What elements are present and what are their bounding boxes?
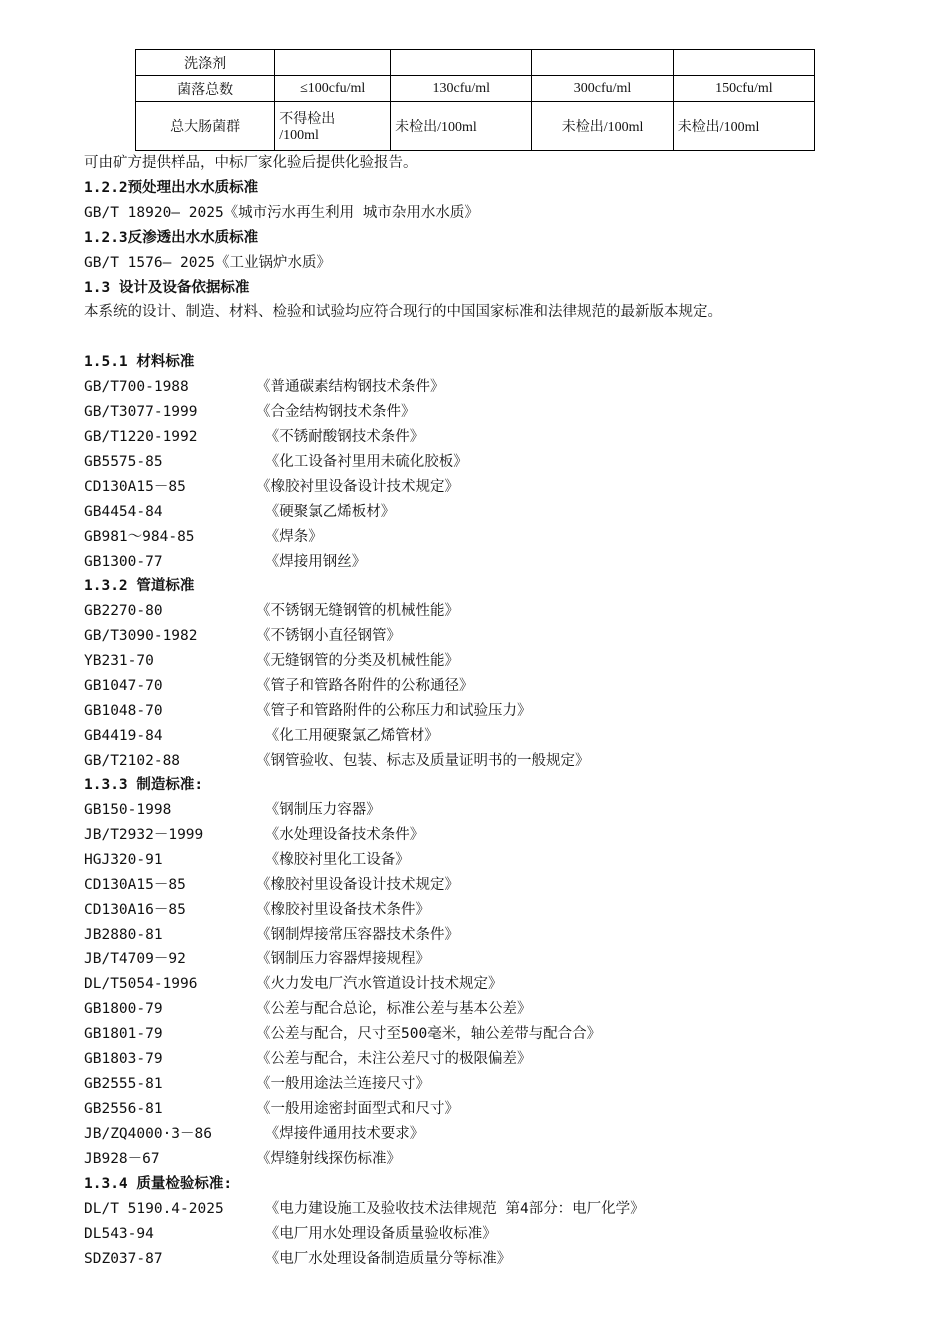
standard-code: GB1047-70 bbox=[84, 678, 163, 694]
cell-line: 不得检出 bbox=[279, 112, 336, 127]
standard-code: DL/T 5190.4-2025 bbox=[84, 1201, 224, 1217]
standard-item bbox=[84, 551, 366, 573]
standard-code: GB/T3077-1999 bbox=[84, 404, 198, 420]
standard-item bbox=[84, 1098, 459, 1120]
standard-item bbox=[84, 675, 474, 697]
standard-code: GB2556-81 bbox=[84, 1100, 163, 1117]
section-heading: 1.2.3反渗透出水水质标准 bbox=[84, 230, 259, 246]
standard-code: GB5575-85 bbox=[84, 454, 163, 470]
standard-item bbox=[84, 973, 503, 995]
standard-title: 《公差与配合总论，标准公差与基本公差》 bbox=[256, 1001, 532, 1018]
standard-code: GB2555-81 bbox=[84, 1075, 163, 1092]
standard-title: 《公差与配合，未注公差尺寸的极限偏差》 bbox=[256, 1051, 532, 1067]
standard-code: GB1800-79 bbox=[84, 1001, 163, 1018]
standard-item bbox=[84, 1048, 532, 1070]
standard-item bbox=[84, 625, 401, 647]
standard-title: 《火力发电厂汽水管道设计技术规定》 bbox=[256, 976, 503, 993]
standard-code: JB2880-81 bbox=[84, 926, 163, 943]
standard-code: GB4419-84 bbox=[84, 728, 163, 744]
section-heading: 1.3.3 制造标准: bbox=[84, 777, 204, 793]
standard-code: JB/T4709－92 bbox=[84, 951, 186, 968]
standard-title: 《化工设备衬里用未硫化胶板》 bbox=[256, 454, 468, 470]
standard-item bbox=[84, 1023, 601, 1045]
standard-code: DL/T5054-1996 bbox=[84, 976, 198, 993]
standard-item bbox=[84, 924, 459, 946]
table-cell: 未检出/100ml bbox=[673, 102, 814, 151]
standard-code: GB/T700-1988 bbox=[84, 379, 189, 395]
cell-line: /100ml bbox=[279, 128, 319, 143]
standard-title: 《橡胶衬里设备设计技术规定》 bbox=[256, 479, 459, 495]
standard-text: GB/T 1576— 2025《工业锅炉水质》 bbox=[84, 255, 331, 271]
standard-item bbox=[84, 899, 430, 921]
section-heading: 1.3.4 质量检验标准: bbox=[84, 1176, 233, 1192]
standard-item bbox=[84, 700, 532, 722]
standard-code: GB/T3090-1982 bbox=[84, 628, 198, 644]
standard-title: 《化工用硬聚氯乙烯管材》 bbox=[256, 728, 439, 744]
standard-item bbox=[84, 600, 459, 622]
standard-code: GB/T2102-88 bbox=[84, 753, 181, 769]
standard-code: SDZ037-87 bbox=[84, 1251, 163, 1267]
table-cell: 未检出/100ml bbox=[532, 102, 673, 151]
standard-code: GB1300-77 bbox=[84, 554, 163, 570]
standard-code: GB4454-84 bbox=[84, 504, 163, 520]
standard-item bbox=[84, 451, 468, 473]
standard-code: GB1803-79 bbox=[84, 1051, 163, 1067]
table-cell: 130cfu/ml bbox=[391, 76, 532, 102]
standard-item bbox=[84, 874, 459, 896]
standard-code: GB/T1220-1992 bbox=[84, 429, 198, 445]
standard-item bbox=[84, 376, 445, 398]
standard-code: JB/T2932－1999 bbox=[84, 826, 204, 843]
standard-title: 《焊缝射线探伤标准》 bbox=[256, 1150, 401, 1167]
standard-item bbox=[84, 1248, 511, 1270]
standard-title: 《钢制焊接常压容器技术条件》 bbox=[256, 926, 459, 943]
standard-text: GB/T 18920— 2025《城市污水再生利用 城市杂用水水质》 bbox=[84, 205, 479, 221]
standard-code: GB1801-79 bbox=[84, 1026, 163, 1043]
table-row bbox=[136, 50, 815, 76]
standard-code: GB150-1998 bbox=[84, 802, 172, 818]
note-text: 可由矿方提供样品，中标厂家化验后提供化验报告。 bbox=[84, 155, 418, 171]
standard-item bbox=[84, 750, 590, 772]
table-cell bbox=[275, 50, 391, 76]
standard-title: 《合金结构钢技术条件》 bbox=[256, 404, 416, 420]
standard-title: 《水处理设备技术条件》 bbox=[256, 826, 425, 843]
standard-item bbox=[84, 1198, 645, 1220]
standard-item bbox=[84, 426, 424, 448]
standard-item bbox=[84, 476, 459, 498]
standard-item bbox=[84, 1123, 424, 1145]
standard-title: 《一般用途法兰连接尺寸》 bbox=[256, 1075, 430, 1092]
standard-item bbox=[84, 824, 424, 846]
standard-title: 《管子和管路附件的公称压力和试验压力》 bbox=[256, 703, 532, 719]
standard-code: CD130A16－85 bbox=[84, 901, 186, 918]
section-heading: 1.3 设计及设备依据标准 bbox=[84, 280, 250, 296]
standard-code: YB231-70 bbox=[84, 653, 154, 669]
standard-code: DL543-94 bbox=[84, 1226, 154, 1242]
standard-title: 《电厂水处理设备制造质量分等标准》 bbox=[256, 1251, 512, 1267]
standard-title: 《钢制压力容器》 bbox=[256, 802, 381, 818]
standard-item bbox=[84, 725, 439, 747]
table-row bbox=[136, 76, 815, 102]
standard-title: 《钢管验收、包装、标志及质量证明书的一般规定》 bbox=[256, 753, 590, 769]
standard-title: 《橡胶衬里设备设计技术规定》 bbox=[256, 876, 459, 893]
standard-title: 《普通碳素结构钢技术条件》 bbox=[256, 379, 445, 395]
standard-title: 《不锈耐酸钢技术条件》 bbox=[256, 429, 425, 445]
standard-code: JB928－67 bbox=[84, 1150, 160, 1167]
standard-title: 《电力建设施工及验收技术法律规范 第4部分：电厂化学》 bbox=[256, 1201, 645, 1217]
table-cell bbox=[532, 50, 673, 76]
standard-code: GB1048-70 bbox=[84, 703, 163, 719]
standard-code: GB2270-80 bbox=[84, 603, 163, 619]
standard-code: CD130A15－85 bbox=[84, 479, 186, 495]
section-heading: 1.5.1 材料标准 bbox=[84, 354, 195, 370]
standard-code: GB981～984-85 bbox=[84, 529, 195, 545]
standard-title: 《电厂用水处理设备质量验收标准》 bbox=[256, 1226, 497, 1242]
section-heading: 1.2.2预处理出水水质标准 bbox=[84, 180, 259, 196]
standard-item bbox=[84, 799, 381, 821]
standard-item bbox=[84, 998, 532, 1020]
table-cell bbox=[391, 50, 532, 76]
table-cell: ≤100cfu/ml bbox=[275, 76, 391, 102]
table-cell: 洗涤剂 bbox=[136, 50, 275, 76]
table-cell: 300cfu/ml bbox=[532, 76, 673, 102]
standard-title: 《不锈钢小直径钢管》 bbox=[256, 628, 401, 644]
table-cell: 未检出/100ml bbox=[391, 102, 532, 151]
standard-title: 《焊条》 bbox=[256, 529, 323, 545]
standard-code: JB/ZQ4000·3－86 bbox=[84, 1125, 212, 1142]
standard-item bbox=[84, 650, 459, 672]
standard-title: 《管子和管路各附件的公称通径》 bbox=[256, 678, 474, 694]
standard-title: 《不锈钢无缝钢管的机械性能》 bbox=[256, 603, 459, 619]
standard-item bbox=[84, 1073, 430, 1095]
table-cell bbox=[275, 102, 391, 151]
table-cell bbox=[673, 50, 814, 76]
standard-item bbox=[84, 1148, 401, 1170]
standard-item bbox=[84, 849, 410, 871]
standard-title: 《焊接件通用技术要求》 bbox=[256, 1125, 425, 1142]
standard-item bbox=[84, 501, 395, 523]
standard-item bbox=[84, 948, 430, 970]
standard-title: 《焊接用钢丝》 bbox=[256, 554, 367, 570]
table-cell: 150cfu/ml bbox=[673, 76, 814, 102]
standard-title: 《硬聚氯乙烯板材》 bbox=[256, 504, 396, 520]
standard-title: 《一般用途密封面型式和尺寸》 bbox=[256, 1100, 459, 1117]
standard-code: HGJ320-91 bbox=[84, 851, 163, 868]
standard-item bbox=[84, 526, 323, 548]
standard-item bbox=[84, 1223, 497, 1245]
standard-title: 《橡胶衬里设备技术条件》 bbox=[256, 901, 430, 918]
standard-item bbox=[84, 401, 416, 423]
standard-code: CD130A15－85 bbox=[84, 876, 186, 893]
standard-title: 《公差与配合，尺寸至500毫米，轴公差带与配合合》 bbox=[256, 1026, 602, 1043]
table-row bbox=[136, 102, 815, 151]
water-quality-table bbox=[135, 49, 815, 151]
standard-title: 《无缝钢管的分类及机械性能》 bbox=[256, 653, 459, 669]
table-cell: 菌落总数 bbox=[136, 76, 275, 102]
body-paragraph: 本系统的设计、制造、材料、检验和试验均应符合现行的中国国家标准和法律规范的最新版本规定。 bbox=[84, 304, 722, 320]
standard-title: 《钢制压力容器焊接规程》 bbox=[256, 951, 430, 968]
section-heading: 1.3.2 管道标准 bbox=[84, 578, 195, 594]
standard-title: 《橡胶衬里化工设备》 bbox=[256, 851, 410, 868]
table-cell: 总大肠菌群 bbox=[136, 102, 275, 151]
